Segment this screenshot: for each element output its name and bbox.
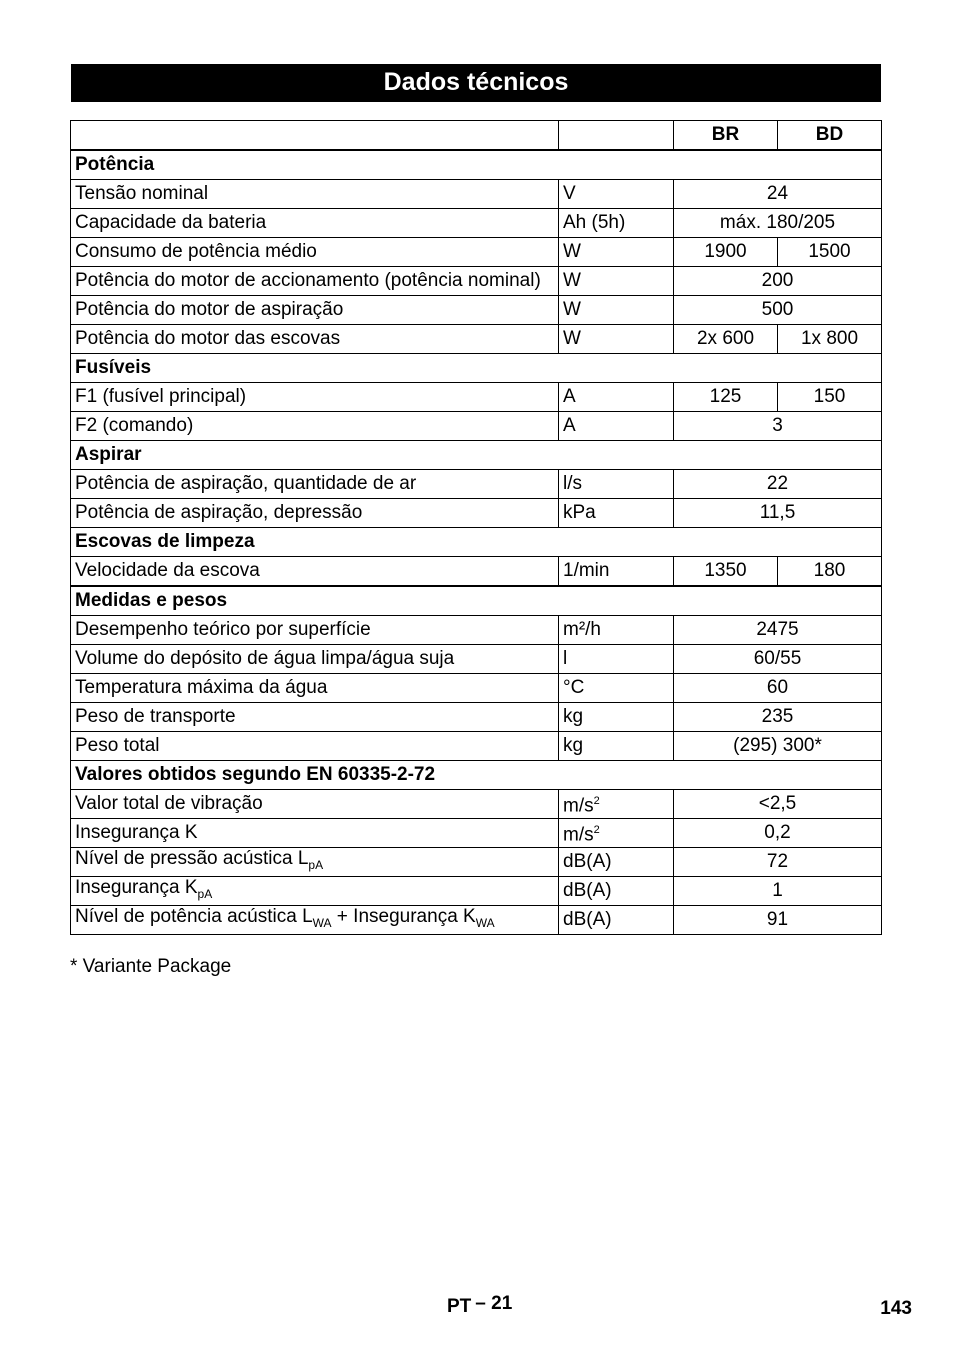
unit-text: W [563, 299, 581, 320]
table-row [71, 732, 882, 761]
unit-text: W [563, 328, 581, 349]
section-row [71, 441, 882, 470]
unit-text: kg [563, 735, 584, 756]
unit-text: kg [563, 706, 584, 727]
section-heading: Medidas e pesos [71, 586, 882, 616]
description-text: Potência de aspiração, depressão [75, 502, 363, 523]
description-text: Valor total de vibração [75, 793, 263, 814]
table-row [71, 267, 882, 296]
superscript: 2 [593, 824, 600, 837]
spec-unit [559, 703, 674, 732]
column-header-bd: BD [778, 121, 882, 151]
spec-description [71, 819, 559, 848]
page-title: Dados técnicos [71, 64, 881, 102]
table-row [71, 877, 882, 906]
section-row [71, 586, 882, 616]
spec-value-bd: 1500 [778, 238, 882, 267]
spec-value-bd: 1x 800 [778, 325, 882, 354]
spec-description [71, 616, 559, 645]
section-heading: Valores obtidos segundo EN 60335-2-72 [71, 761, 882, 790]
spec-description [71, 267, 559, 296]
spec-unit [559, 238, 674, 267]
spec-unit [559, 499, 674, 528]
language-code: PT [447, 1296, 472, 1317]
spec-description [71, 383, 559, 412]
spec-value-br: 1350 [674, 557, 778, 587]
spec-value-shared: 0,2 [674, 819, 882, 848]
spec-description [71, 296, 559, 325]
spec-unit [559, 412, 674, 441]
subscript: WA [312, 915, 332, 930]
spec-value-br: 1900 [674, 238, 778, 267]
section-row [71, 150, 882, 180]
table-row [71, 499, 882, 528]
technical-data-table [70, 120, 882, 935]
unit-text: V [563, 183, 576, 204]
unit-text: W [563, 241, 581, 262]
table-row [71, 848, 882, 877]
section-heading: Escovas de limpeza [71, 528, 882, 557]
spec-value-shared: (295) 300* [674, 732, 882, 761]
subscript: pA [197, 886, 213, 901]
spec-unit [559, 877, 674, 906]
spec-unit [559, 906, 674, 935]
unit-text: m/s [563, 824, 594, 846]
description-text: Velocidade da escova [75, 560, 260, 581]
spec-description [71, 877, 559, 906]
section-heading: Potência [71, 150, 882, 180]
spec-description [71, 412, 559, 441]
table-row [71, 238, 882, 267]
unit-text: W [563, 270, 581, 291]
spec-unit [559, 180, 674, 209]
table-row [71, 180, 882, 209]
description-text: Insegurança K [75, 822, 198, 843]
spec-unit [559, 819, 674, 848]
spec-unit [559, 296, 674, 325]
spec-value-shared: 200 [674, 267, 882, 296]
description-text: Peso total [75, 735, 160, 756]
subscript: pA [308, 857, 324, 872]
spec-description [71, 645, 559, 674]
spec-description [71, 790, 559, 819]
header-empty-desc [71, 121, 559, 151]
spec-value-shared: 11,5 [674, 499, 882, 528]
spec-unit [559, 470, 674, 499]
spec-unit [559, 790, 674, 819]
spec-description [71, 674, 559, 703]
spec-value-shared: <2,5 [674, 790, 882, 819]
spec-value-shared: 2475 [674, 616, 882, 645]
spec-unit [559, 267, 674, 296]
table-header-row [71, 121, 882, 151]
spec-unit [559, 732, 674, 761]
header-empty-unit [559, 121, 674, 151]
table-row [71, 674, 882, 703]
spec-description [71, 180, 559, 209]
table-row [71, 383, 882, 412]
spec-description [71, 848, 559, 877]
section-row [71, 528, 882, 557]
spec-value-bd: 180 [778, 557, 882, 587]
unit-text: m/s [563, 795, 594, 817]
unit-text: dB(A) [563, 909, 612, 930]
spec-value-bd: 150 [778, 383, 882, 412]
unit-text: l/s [563, 473, 582, 494]
section-row [71, 761, 882, 790]
unit-text: l [563, 648, 568, 669]
section-row [71, 354, 882, 383]
unit-text: kPa [563, 502, 596, 523]
unit-text: 1/min [563, 560, 610, 581]
description-text: F2 (comando) [75, 415, 194, 436]
table-row [71, 296, 882, 325]
table-row [71, 412, 882, 441]
section-page-number: – 21 [475, 1293, 513, 1314]
description-part: + Insegurança K [331, 906, 476, 928]
spec-description [71, 499, 559, 528]
description-text: Peso de transporte [75, 706, 236, 727]
description-text: Nível de pressão acústica L [75, 848, 309, 870]
spec-description [71, 703, 559, 732]
spec-value-shared: 60/55 [674, 645, 882, 674]
spec-value-shared: 500 [674, 296, 882, 325]
table-row [71, 557, 882, 587]
spec-value-shared: 235 [674, 703, 882, 732]
spec-value-shared: máx. 180/205 [674, 209, 882, 238]
unit-text: A [563, 386, 576, 407]
description-text: Insegurança K [75, 877, 198, 899]
spec-description [71, 325, 559, 354]
table-row [71, 470, 882, 499]
unit-text: dB(A) [563, 851, 612, 872]
unit-text: °C [563, 677, 585, 698]
column-header-br: BR [674, 121, 778, 151]
spec-description [71, 732, 559, 761]
spec-description [71, 906, 559, 935]
unit-text: A [563, 415, 576, 436]
spec-unit [559, 209, 674, 238]
description-text: Capacidade da bateria [75, 212, 267, 233]
footnote: * Variante Package [70, 956, 232, 977]
section-heading: Aspirar [71, 441, 882, 470]
table-row [71, 209, 882, 238]
unit-text: m²/h [563, 619, 601, 640]
description-part: Nível de potência acústica L [75, 906, 313, 928]
spec-value-br: 2x 600 [674, 325, 778, 354]
table-row [71, 790, 882, 819]
description-text: Desempenho teórico por superfície [75, 619, 371, 640]
spec-value-br: 125 [674, 383, 778, 412]
section-heading: Fusíveis [71, 354, 882, 383]
spec-unit [559, 616, 674, 645]
spec-description [71, 238, 559, 267]
spec-value-shared: 60 [674, 674, 882, 703]
description-text: Consumo de potência médio [75, 241, 317, 262]
spec-unit [559, 383, 674, 412]
page-language-id [447, 1293, 513, 1318]
spec-value-shared: 91 [674, 906, 882, 935]
spec-value-shared: 22 [674, 470, 882, 499]
description-text: Potência do motor de aspiração [75, 299, 344, 320]
unit-text: Ah (5h) [563, 212, 626, 233]
subscript: WA [475, 915, 495, 930]
table-row [71, 703, 882, 732]
description-text: Tensão nominal [75, 183, 209, 204]
description-text: Temperatura máxima da água [75, 677, 328, 698]
superscript: 2 [593, 795, 600, 808]
spec-unit [559, 674, 674, 703]
spec-description [71, 557, 559, 587]
spec-description [71, 470, 559, 499]
spec-unit [559, 645, 674, 674]
spec-value-shared: 72 [674, 848, 882, 877]
spec-unit [559, 557, 674, 587]
page-number: 143 [880, 1298, 912, 1319]
description-text: F1 (fusível principal) [75, 386, 247, 407]
spec-unit [559, 848, 674, 877]
table-row [71, 645, 882, 674]
spec-unit [559, 325, 674, 354]
unit-text: dB(A) [563, 880, 612, 901]
description-text: Potência do motor das escovas [75, 328, 341, 349]
description-text: Potência do motor de accionamento (potência nominal) [75, 270, 541, 291]
spec-value-shared: 1 [674, 877, 882, 906]
spec-value-shared: 3 [674, 412, 882, 441]
table-row [71, 819, 882, 848]
table-row [71, 616, 882, 645]
table-row [71, 325, 882, 354]
spec-description [71, 209, 559, 238]
table-row [71, 906, 882, 935]
description-text: Volume do depósito de água limpa/água suja [75, 648, 455, 669]
spec-value-shared: 24 [674, 180, 882, 209]
description-text: Potência de aspiração, quantidade de ar [75, 473, 417, 494]
